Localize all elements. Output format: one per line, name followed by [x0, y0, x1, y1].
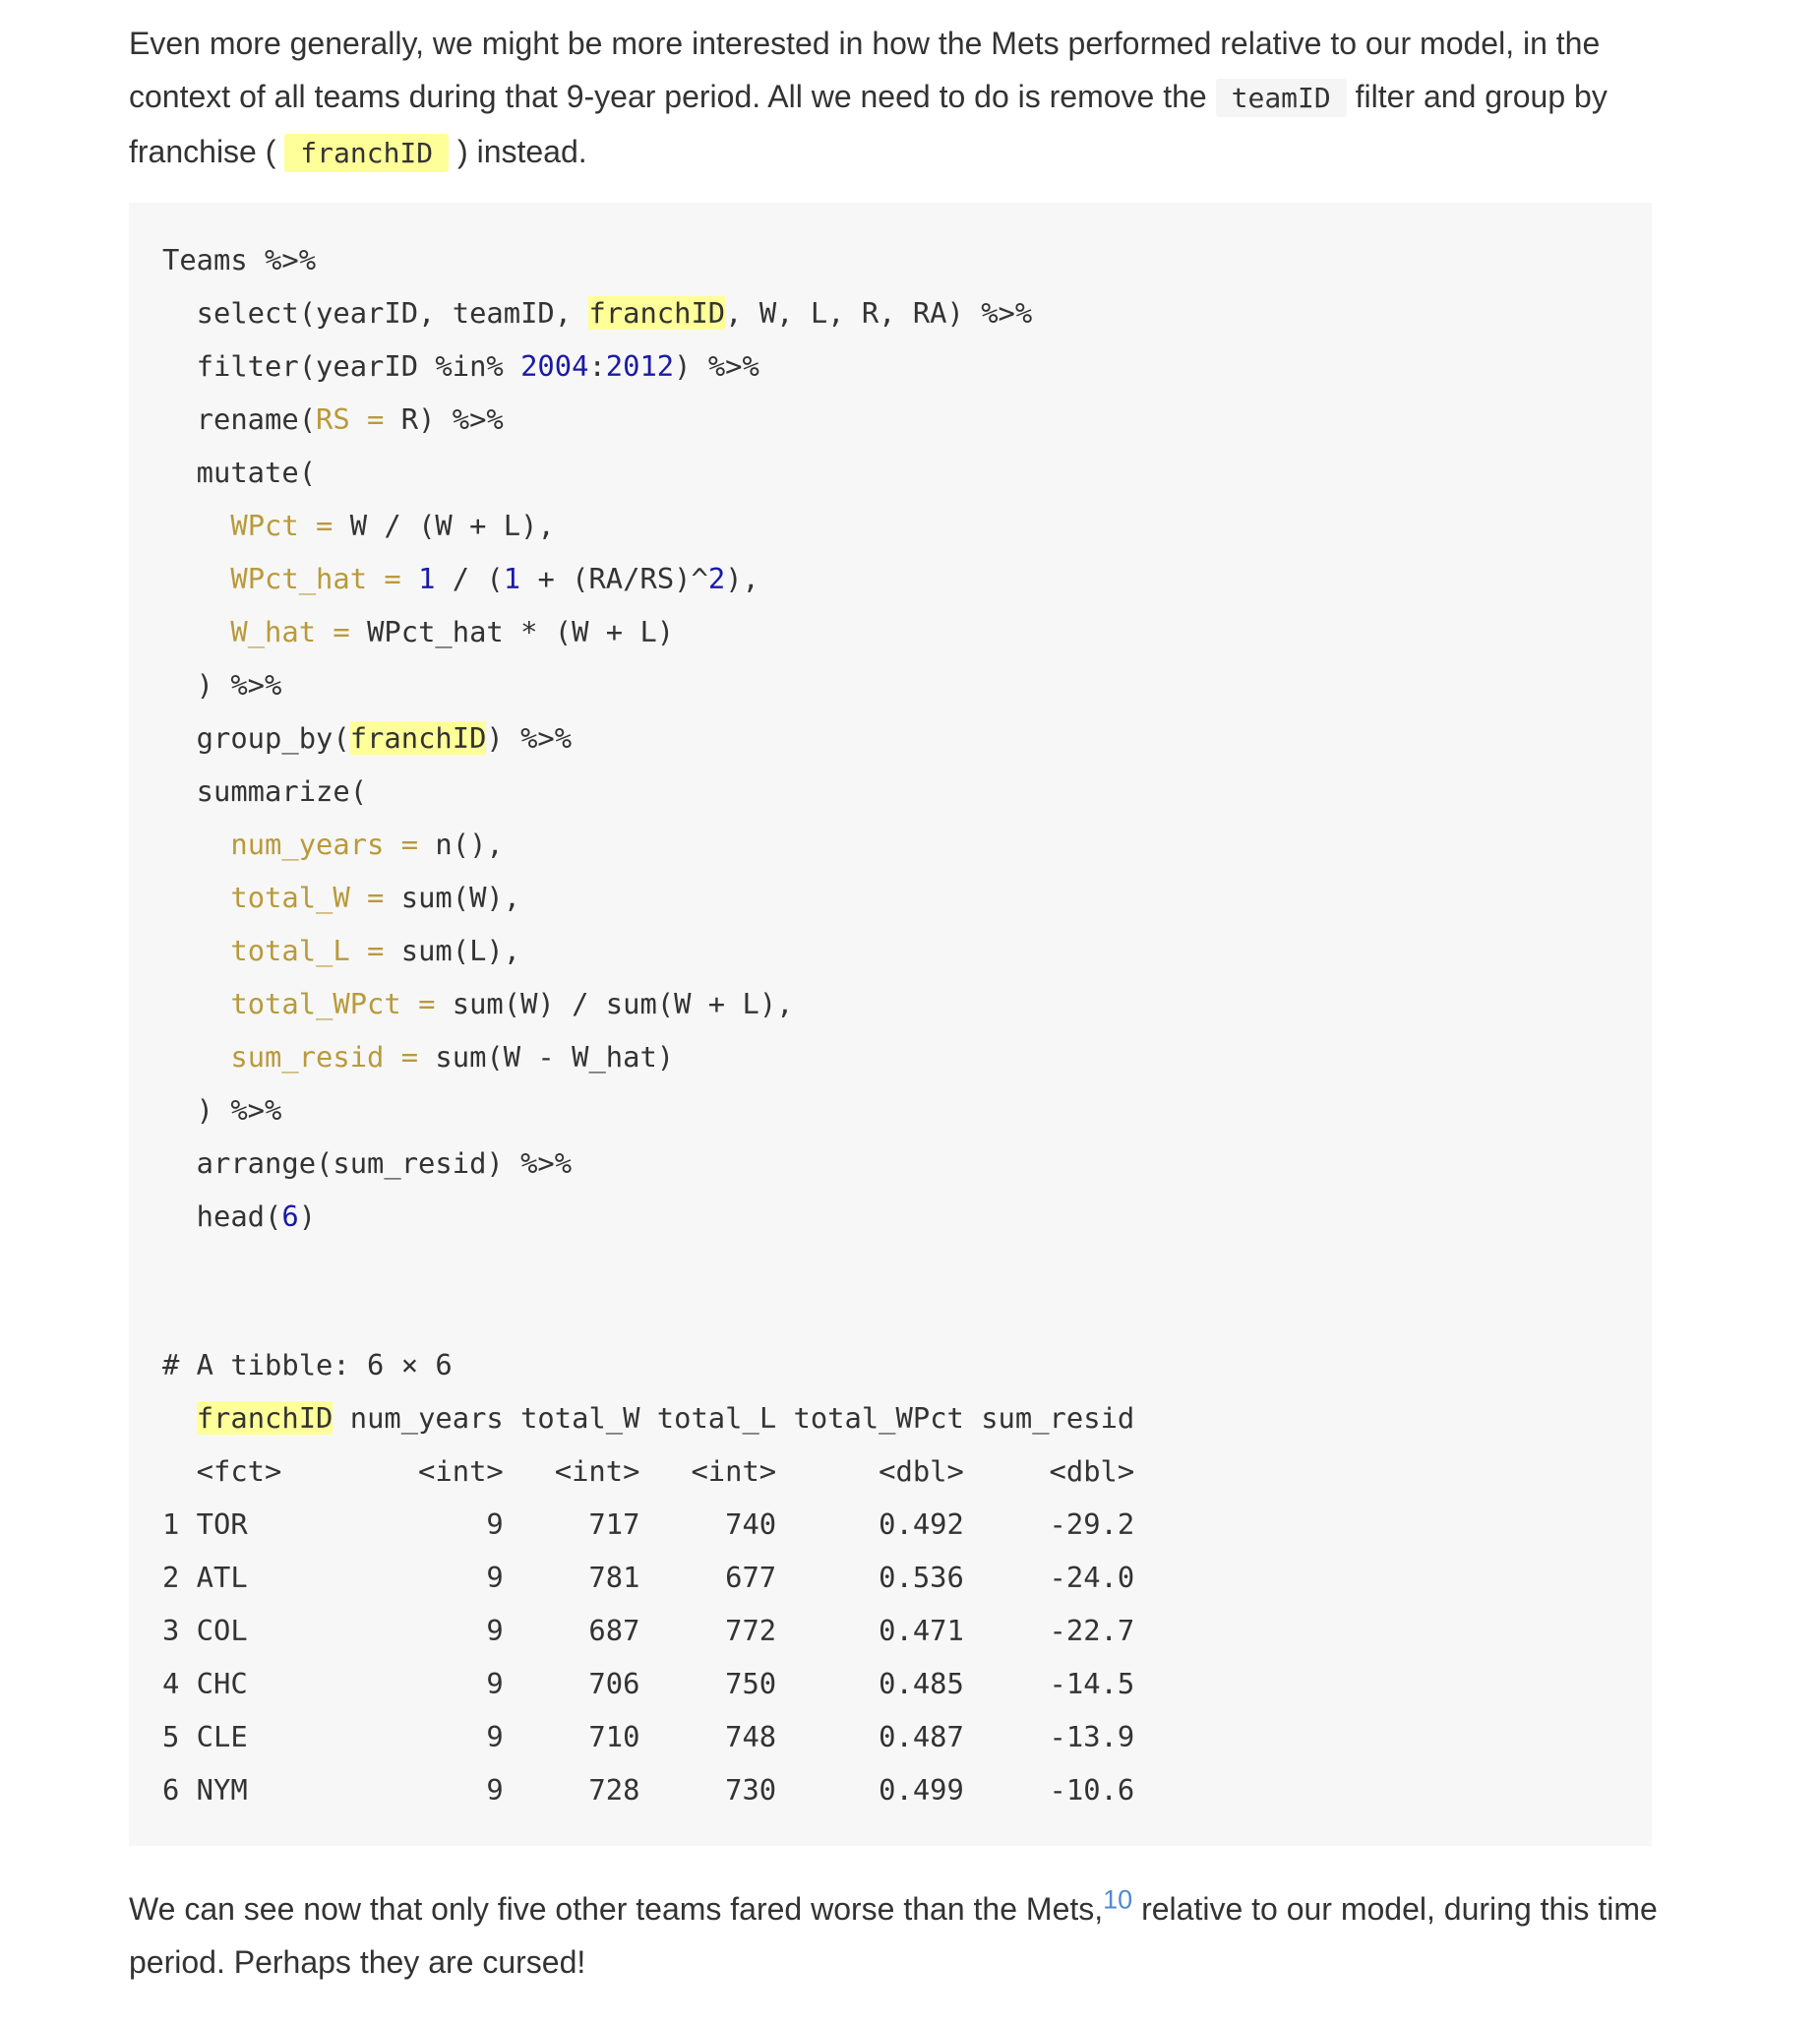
output-line	[162, 1444, 1134, 1498]
code-line-segment: summarize(	[162, 774, 368, 808]
output-line	[162, 1338, 1134, 1391]
code-line-segment: 6	[281, 1199, 299, 1233]
code-line	[162, 977, 1032, 1030]
code-line-segment: RS =	[316, 402, 401, 436]
outro-text-1: We can see now that only five other teams fared worse than the Mets,	[129, 1891, 1104, 1927]
intro-text-3: ) instead.	[457, 134, 587, 169]
code-line	[162, 658, 1032, 711]
code-line-segment: / (	[435, 562, 504, 595]
code-line-segment: , W, L, R, RA) %>%	[725, 296, 1033, 330]
intro-text-2: filter and group by franchise (	[129, 79, 1608, 169]
code-line-segment: group_by(	[162, 721, 350, 755]
code-line-segment: + (RA/RS)^	[520, 562, 708, 595]
output-line-segment: 2 ATL 9 781 677 0.536 -24.0	[162, 1561, 1135, 1594]
code-line-segment: ) %>%	[162, 1093, 282, 1127]
code-line	[162, 605, 1032, 658]
code-line-segment: 2004	[520, 349, 589, 383]
code-line-segment: W / (W + L),	[349, 509, 555, 542]
output-line-segment: # A tibble: 6 × 6	[162, 1348, 453, 1382]
intro-paragraph	[129, 17, 1664, 180]
code-line	[162, 499, 1032, 552]
code-line-segment	[162, 1040, 230, 1074]
outro-text-2: relative to our model, during this time period. Perhaps they are cursed!	[129, 1891, 1658, 1980]
code-line	[162, 924, 1032, 977]
code-line-segment: total_W =	[230, 881, 401, 914]
code-line-segment: filter(yearID %in%	[162, 349, 521, 383]
code-line-segment: sum_resid =	[230, 1040, 436, 1074]
output-line	[162, 1498, 1134, 1551]
output-line	[162, 1763, 1134, 1816]
output-line-segment: <fct> <int> <int> <int> <dbl> <dbl>	[162, 1454, 1135, 1488]
code-line-segment	[162, 562, 230, 595]
code-line-segment	[162, 828, 230, 861]
code-line-segment	[162, 881, 230, 914]
output-line	[162, 1710, 1134, 1763]
code-line	[162, 818, 1032, 871]
output-line	[162, 1551, 1134, 1604]
code-line	[162, 1083, 1032, 1136]
output-line-segment: franchID	[196, 1401, 334, 1435]
code-line-segment: total_L =	[230, 934, 401, 967]
output-line-segment: 3 COL 9 687 772 0.471 -22.7	[162, 1614, 1135, 1647]
code-line	[162, 1190, 1032, 1243]
code-line-segment: num_years =	[230, 828, 436, 861]
code-line-segment: 2012	[605, 349, 675, 383]
code-line-segment: ) %>%	[486, 721, 573, 755]
output-line-segment	[162, 1401, 197, 1435]
inline-code-teamid: teamID	[1216, 79, 1347, 117]
code-line-segment: WPct =	[230, 509, 350, 542]
code-line-segment: 2	[707, 562, 726, 595]
code-line-segment	[162, 509, 230, 542]
output-line-segment: num_years total_W total_L total_WPct sum_resid	[333, 1401, 1135, 1435]
code-line-segment: WPct_hat =	[230, 562, 419, 595]
code-line-segment: franchID	[349, 721, 487, 755]
code-line	[162, 446, 1032, 499]
code-line	[162, 393, 1032, 446]
output-line-segment: 5 CLE 9 710 748 0.487 -13.9	[162, 1720, 1135, 1753]
output-line-segment: 4 CHC 9 706 750 0.485 -14.5	[162, 1667, 1135, 1700]
code-line	[162, 1030, 1032, 1083]
code-line-segment: arrange(sum_resid) %>%	[162, 1146, 573, 1180]
code-line	[162, 711, 1032, 765]
code-line	[162, 339, 1032, 393]
code-line	[162, 871, 1032, 924]
intro-text-1: Even more generally, we might be more interested in how the Mets performed relative to our model, in the context of all teams during that 9-year period. All we need to do is remove the	[129, 26, 1601, 114]
code-line	[162, 552, 1032, 605]
code-line	[162, 765, 1032, 818]
code-line-segment: n(),	[435, 828, 504, 861]
output-block	[162, 1338, 1134, 1816]
code-line-segment: ),	[725, 562, 759, 595]
code-line-segment: Teams %>%	[162, 243, 317, 276]
code-line-segment: head(	[162, 1199, 282, 1233]
code-line-segment: rename(	[162, 402, 317, 436]
output-line-segment: 6 NYM 9 728 730 0.499 -10.6	[162, 1773, 1135, 1807]
code-line-segment: sum(W) / sum(W + L),	[452, 987, 794, 1020]
code-line-segment: :	[588, 349, 606, 383]
code-line-segment	[162, 615, 230, 648]
code-line-segment: W_hat =	[230, 615, 368, 648]
code-line-segment: ) %>%	[162, 668, 282, 702]
code-line-segment: 1	[418, 562, 436, 595]
code-line-segment	[162, 987, 230, 1020]
output-line	[162, 1657, 1134, 1710]
output-line-segment: 1 TOR 9 717 740 0.492 -29.2	[162, 1507, 1135, 1541]
code-line	[162, 1136, 1032, 1190]
code-line-segment: total_WPct =	[230, 987, 453, 1020]
code-line	[162, 233, 1032, 286]
code-line-segment: sum(L),	[400, 934, 521, 967]
code-line-segment: )	[298, 1199, 317, 1233]
code-line-segment	[162, 934, 230, 967]
code-line	[162, 286, 1032, 339]
output-line	[162, 1604, 1134, 1657]
outro-paragraph	[129, 1882, 1664, 1989]
code-line-segment: sum(W - W_hat)	[435, 1040, 675, 1074]
code-block	[162, 233, 1032, 1243]
output-line	[162, 1391, 1134, 1444]
code-line-segment: select(yearID, teamID,	[162, 296, 589, 330]
code-line-segment: sum(W),	[400, 881, 521, 914]
code-line-segment: franchID	[588, 296, 726, 330]
code-line-segment: WPct_hat * (W + L)	[367, 615, 675, 648]
code-line-segment: ) %>%	[674, 349, 759, 383]
footnote-link[interactable]: 10	[1103, 1884, 1133, 1915]
inline-code-franchid: franchID	[284, 134, 449, 172]
code-panel	[129, 203, 1652, 1846]
code-line-segment: R) %>%	[400, 402, 504, 436]
code-line-segment: 1	[503, 562, 521, 595]
code-line-segment: mutate(	[162, 456, 317, 489]
